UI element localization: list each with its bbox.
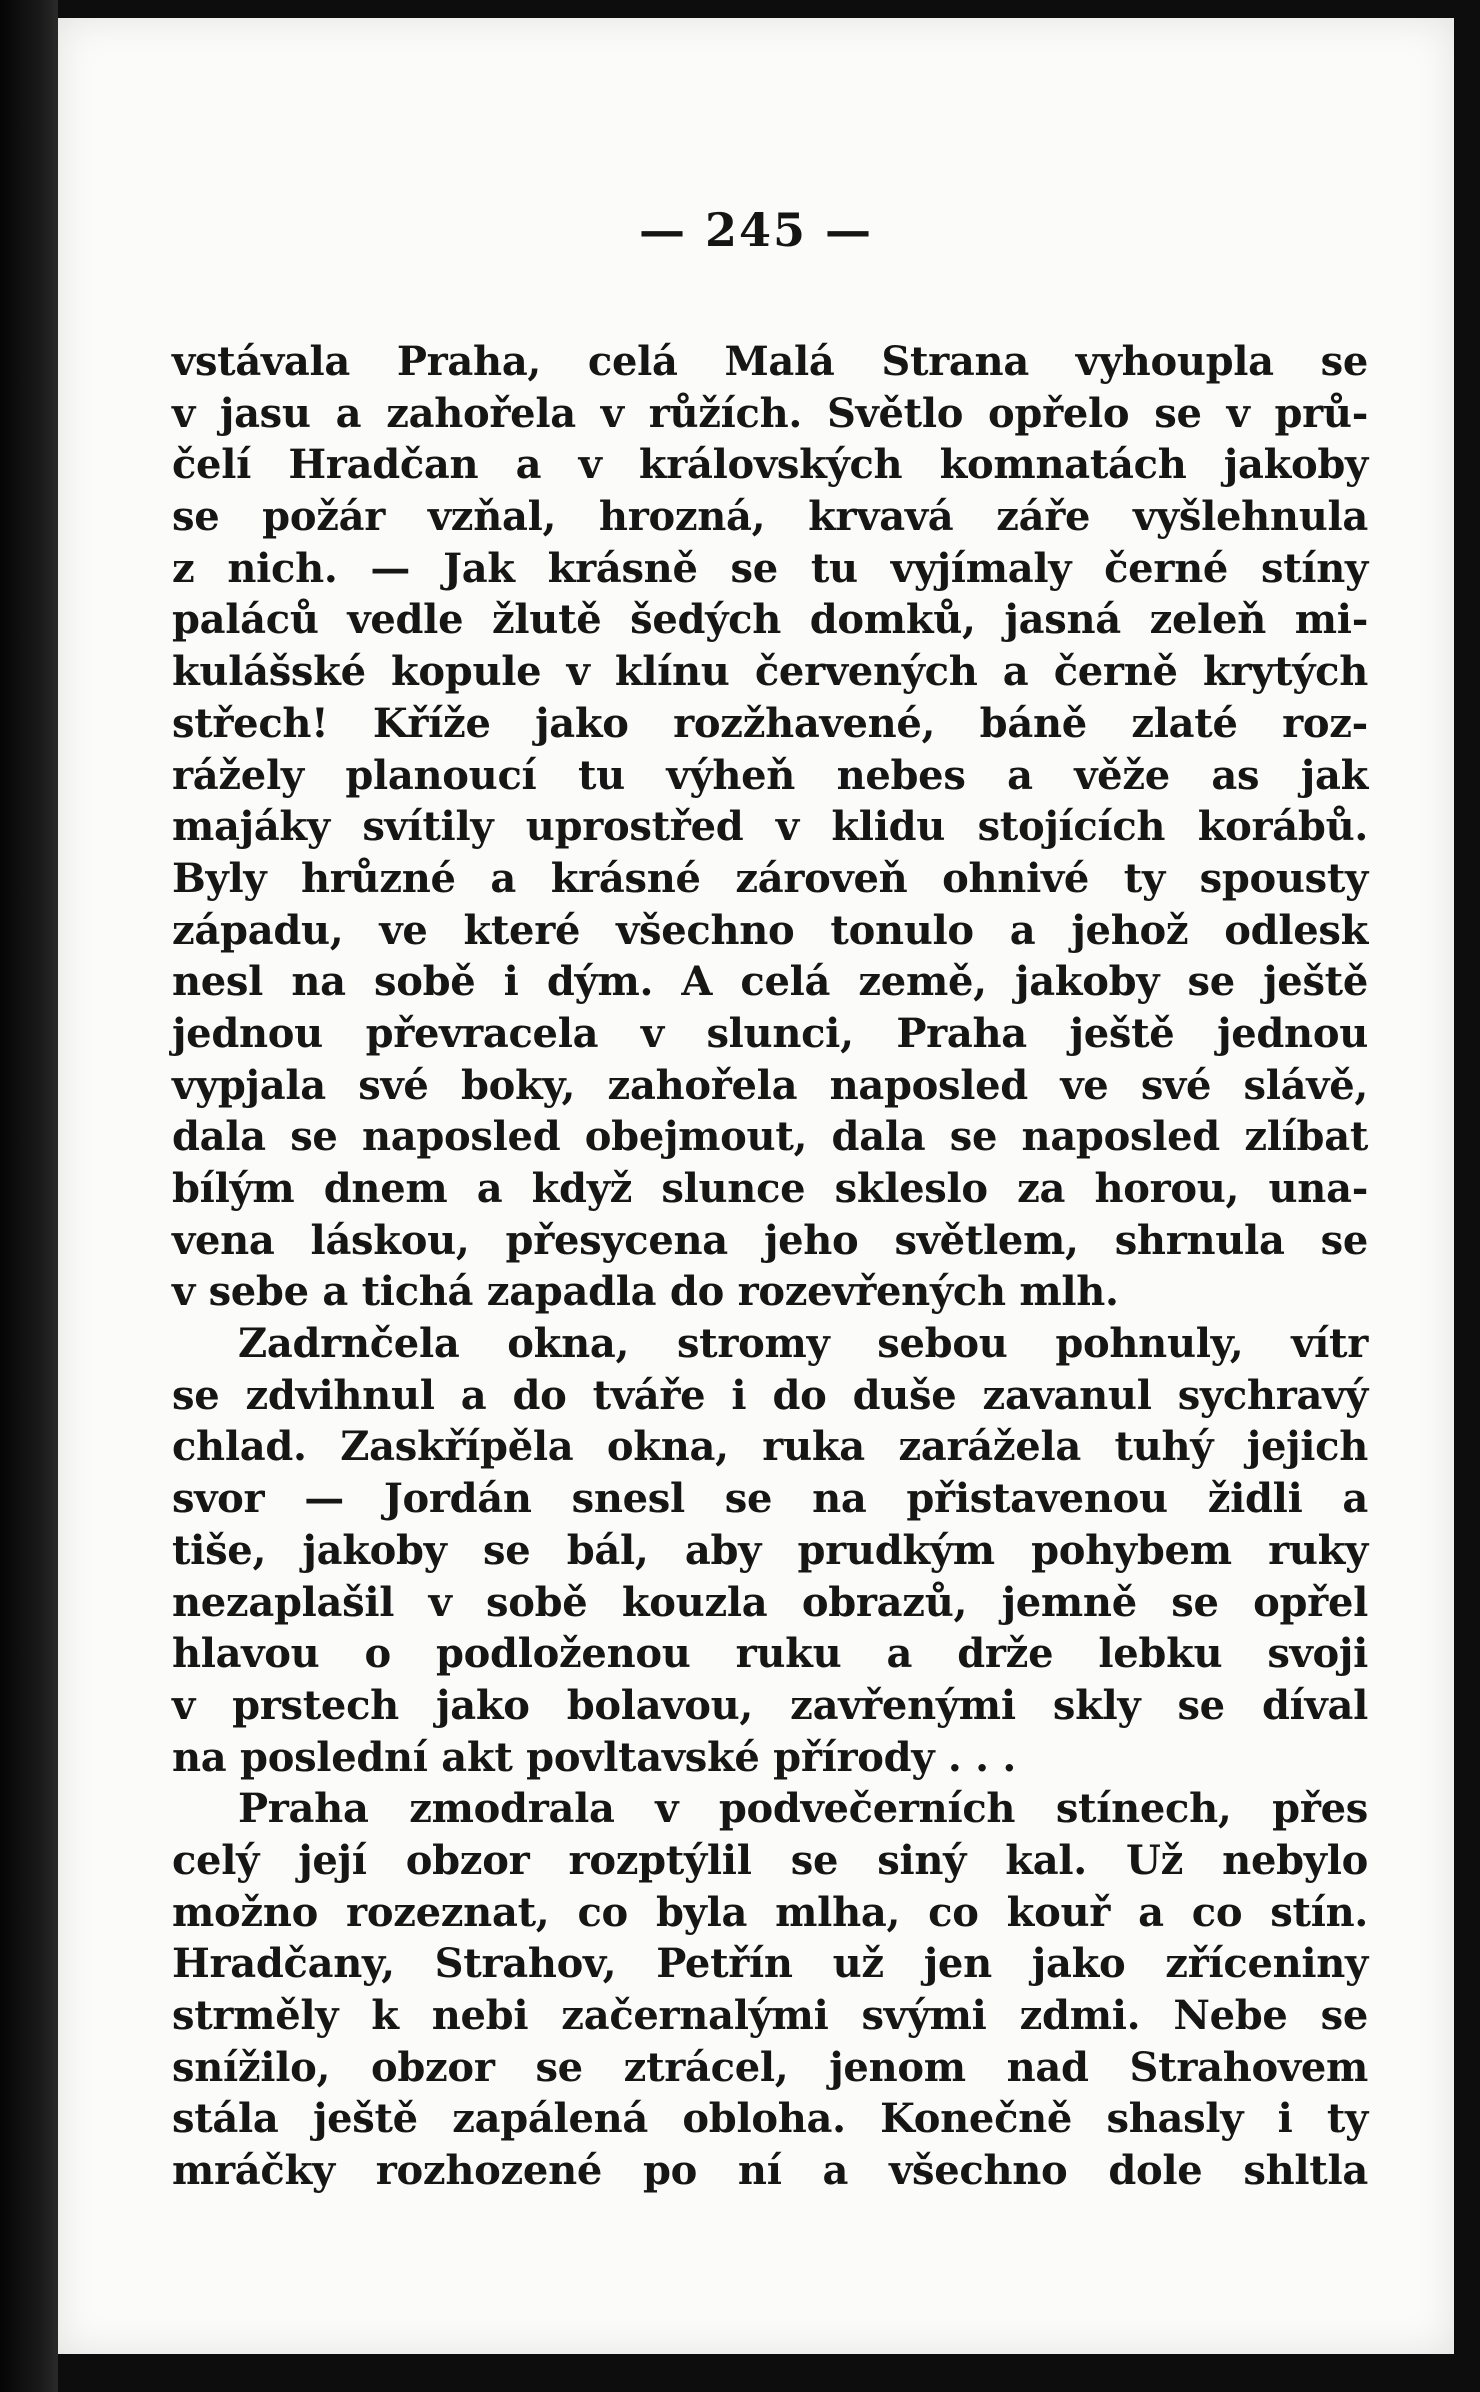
text-line: nezaplašil v sobě kouzla obrazů, jemně se opřel [172,1578,1368,1626]
text-line: svor — Jordán snesl se na přistavenou židli a [172,1475,1368,1523]
text-line: Hradčany, Strahov, Petřín už jen jako zříceniny [172,1940,1368,1988]
text-line: chlad. Zaskřípěla okna, ruka zarážela tuhý jejich [172,1423,1368,1471]
text-line: čelí Hradčan a v královských komnatách jakoby [172,441,1368,489]
text-line: dala se naposled obejmout, dala se naposled zlíbat [172,1113,1368,1161]
text-line: Zadrnčela okna, stromy sebou pohnuly, vítr [238,1320,1368,1368]
text-line: v prstech jako bolavou, zavřenými skly se díval [172,1681,1368,1729]
text-line: vena láskou, přesycena jeho světlem, shrnula se [172,1216,1368,1264]
page-number: — 245 — [638,203,874,257]
text-line: jednou převracela v slunci, Praha ještě jednou [172,1009,1368,1057]
book-page [58,18,1454,2354]
text-line: Praha zmodrala v podvečerních stínech, přes [238,1785,1368,1833]
text-line: mráčky rozhozené po ní a všechno dole shltla [172,2147,1368,2195]
text-line: se požár vzňal, hrozná, krvavá záře vyšlehnula [172,493,1368,541]
text-line: z nich. — Jak krásně se tu vyjímaly černé stíny [172,544,1368,592]
text-line: paláců vedle žlutě šedých domků, jasná zeleň mi- [172,596,1368,644]
text-line: stála ještě zapálená obloha. Konečně shasly i ty [172,2095,1368,2143]
text-line: tiše, jakoby se bál, aby prudkým pohybem ruky [172,1526,1368,1574]
text-line: strměly k nebi začernalými svými zdmi. Nebe se [172,1992,1368,2039]
text-line: bílým dnem a když slunce skleslo za horou, una- [172,1165,1368,1212]
text-line: střech! Kříže jako rozžhavené, báně zlaté roz- [172,699,1368,747]
text-line: na poslední akt povltavské přírody . . . [172,1733,1017,1781]
text-line: celý její obzor rozptýlil se siný kal. Už nebylo [172,1836,1368,1884]
body-text [172,336,1368,2197]
text-line: vypjala své boky, zahořela naposled ve své slávě, [172,1061,1368,1109]
text-line: možno rozeznat, co byla mlha, co kouř a co stín. [172,1888,1368,1936]
text-line: rážely planoucí tu výheň nebes a věže as jak [172,751,1368,799]
text-line: snížilo, obzor se ztrácel, jenom nad Strahovem [172,2043,1368,2091]
text-line: kulášské kopule v klínu červených a černě krytých [172,648,1368,696]
text-line: se zdvihnul a do tváře i do duše zavanul sychravý [172,1371,1368,1419]
text-line: západu, ve které všechno tonulo a jehož odlesk [172,906,1368,954]
text-line: nesl na sobě i dým. A celá země, jakoby se ještě [172,958,1368,1006]
text-line: hlavou o podloženou ruku a drže lebku svoji [172,1630,1368,1678]
text-line: majáky svítily uprostřed v klidu stojících korábů. [172,803,1368,851]
book-edge [0,0,58,2392]
text-line: vstávala Praha, celá Malá Strana vyhoupla se [172,338,1368,385]
text-line: v jasu a zahořela v růžích. Světlo opřelo se v prů- [172,389,1368,437]
text-line: v sebe a tichá zapadla do rozevřených mlh. [172,1268,1119,1316]
text-line: Byly hrůzné a krásné zároveň ohnivé ty spousty [172,854,1368,902]
